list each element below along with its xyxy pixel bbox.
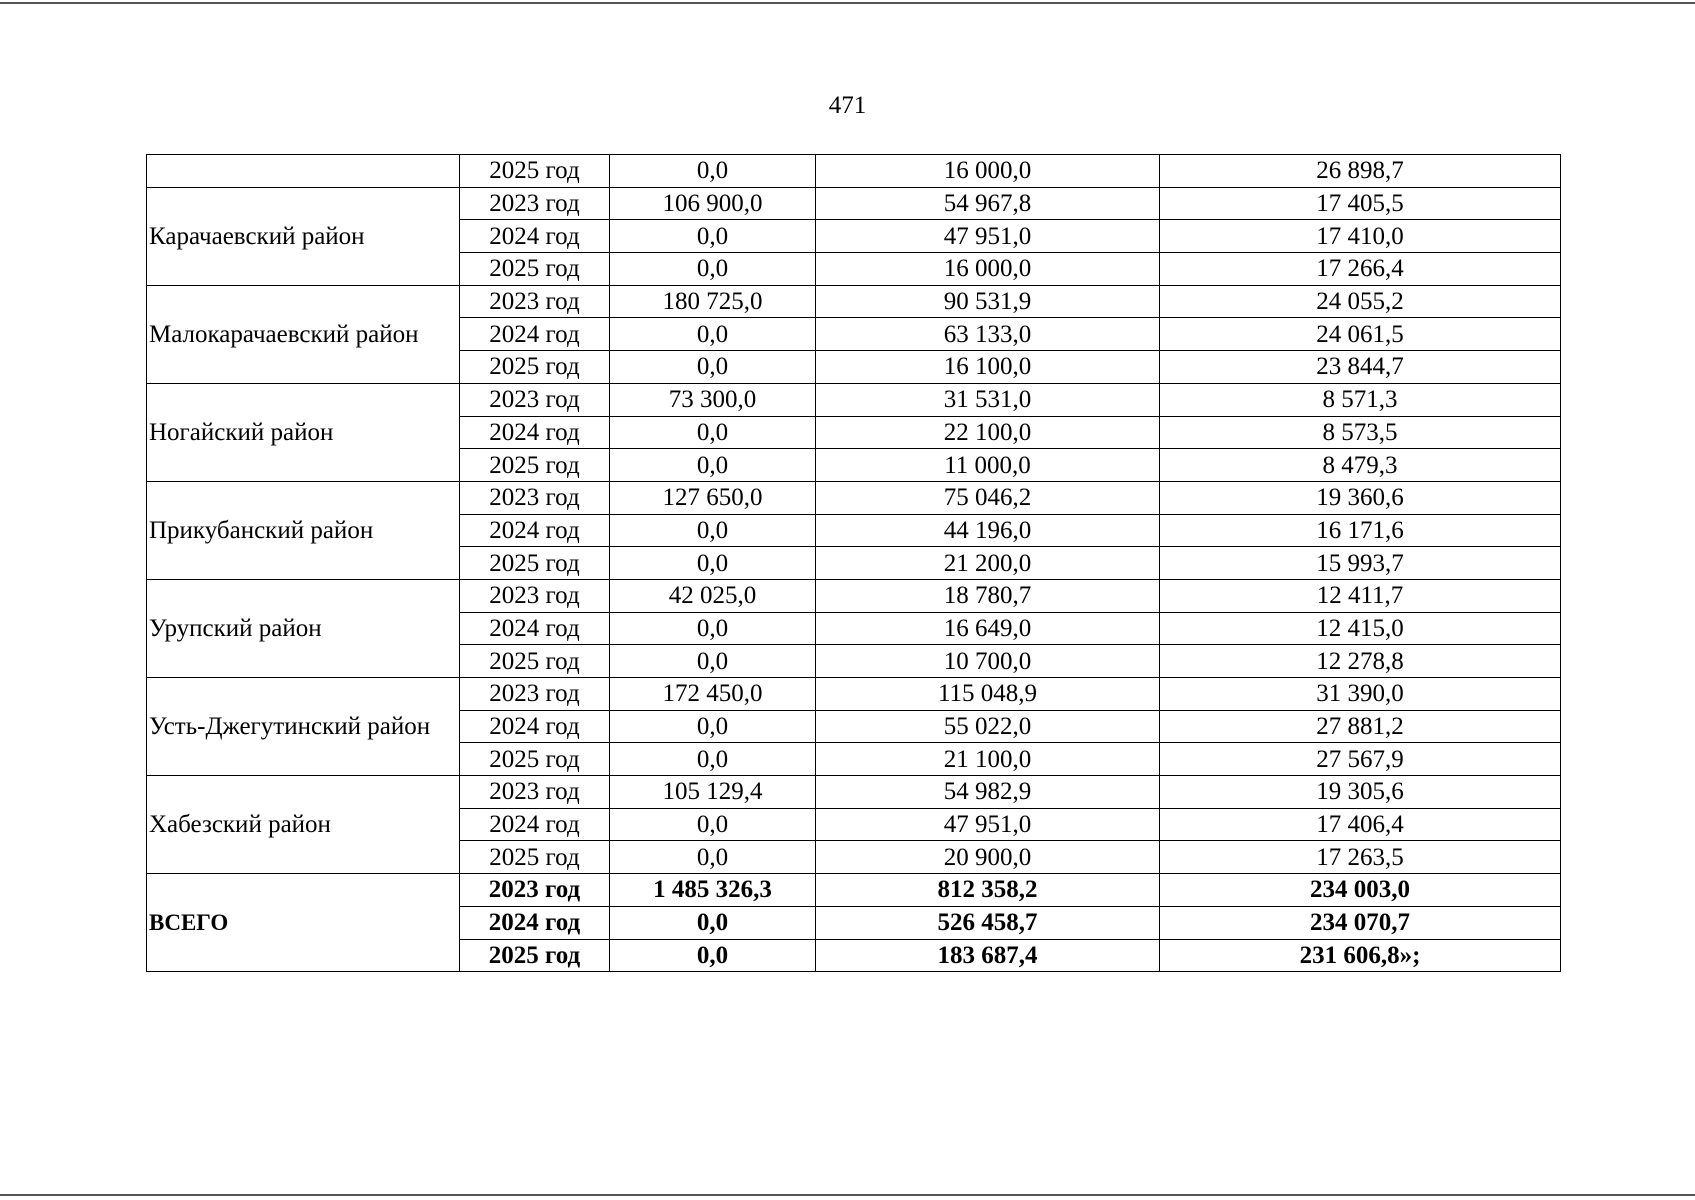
value-cell-col1: 0,0	[610, 710, 816, 743]
total-label: ВСЕГО	[147, 874, 460, 972]
table-row	[147, 874, 1561, 907]
value-cell-col2: 21 100,0	[816, 743, 1160, 776]
value-cell-col1: 0,0	[610, 939, 816, 972]
value-cell-col2: 10 700,0	[816, 645, 1160, 678]
value-cell-col3: 12 278,8	[1160, 645, 1561, 678]
value-cell-col3: 31 390,0	[1160, 678, 1561, 711]
value-cell-col2: 18 780,7	[816, 579, 1160, 612]
value-cell-col2: 812 358,2	[816, 874, 1160, 907]
value-cell-col1: 0,0	[610, 155, 816, 188]
value-cell-col1: 0,0	[610, 743, 816, 776]
value-cell-col3: 234 070,7	[1160, 906, 1561, 939]
table-row	[147, 155, 1561, 188]
value-cell-col3: 27 567,9	[1160, 743, 1561, 776]
value-cell-col3: 17 266,4	[1160, 253, 1561, 286]
region-group	[147, 776, 1561, 874]
year-cell: 2024 год	[460, 710, 610, 743]
value-cell-col3: 17 410,0	[1160, 220, 1561, 253]
value-cell-col3: 27 881,2	[1160, 710, 1561, 743]
region-name: Малокарачаевский район	[147, 285, 460, 383]
year-cell: 2025 год	[460, 155, 610, 188]
table-row	[147, 383, 1561, 416]
value-cell-col2: 63 133,0	[816, 318, 1160, 351]
value-cell-col3: 8 479,3	[1160, 449, 1561, 482]
page-number: 471	[828, 92, 867, 119]
region-name: Карачаевский район	[147, 187, 460, 285]
value-cell-col2: 22 100,0	[816, 416, 1160, 449]
region-name: Ногайский район	[147, 383, 460, 481]
value-cell-col2: 11 000,0	[816, 449, 1160, 482]
table-row	[147, 678, 1561, 711]
value-cell-col1: 0,0	[610, 645, 816, 678]
value-cell-col1: 0,0	[610, 449, 816, 482]
value-cell-col2: 54 982,9	[816, 776, 1160, 809]
value-cell-col3: 19 305,6	[1160, 776, 1561, 809]
region-name: Урупский район	[147, 579, 460, 677]
year-cell: 2023 год	[460, 678, 610, 711]
value-cell-col2: 16 000,0	[816, 155, 1160, 188]
year-cell: 2025 год	[460, 743, 610, 776]
year-cell: 2024 год	[460, 612, 610, 645]
value-cell-col3: 17 263,5	[1160, 841, 1561, 874]
funding-table	[146, 154, 1561, 972]
value-cell-col1: 0,0	[610, 808, 816, 841]
value-cell-col1: 180 725,0	[610, 285, 816, 318]
region-group	[147, 383, 1561, 481]
value-cell-col1: 0,0	[610, 351, 816, 384]
year-cell: 2024 год	[460, 220, 610, 253]
table-row	[147, 579, 1561, 612]
year-cell: 2025 год	[460, 547, 610, 580]
value-cell-col3: 23 844,7	[1160, 351, 1561, 384]
year-cell: 2023 год	[460, 874, 610, 907]
value-cell-col1: 42 025,0	[610, 579, 816, 612]
value-cell-col1: 105 129,4	[610, 776, 816, 809]
year-cell: 2025 год	[460, 351, 610, 384]
year-cell: 2024 год	[460, 808, 610, 841]
bottom-scan-edge	[0, 1194, 1695, 1196]
value-cell-col2: 54 967,8	[816, 187, 1160, 220]
region-name	[147, 155, 460, 188]
value-cell-col2: 16 649,0	[816, 612, 1160, 645]
value-cell-col2: 115 048,9	[816, 678, 1160, 711]
value-cell-col1: 1 485 326,3	[610, 874, 816, 907]
value-cell-col3: 26 898,7	[1160, 155, 1561, 188]
value-cell-col3: 19 360,6	[1160, 481, 1561, 514]
value-cell-col2: 183 687,4	[816, 939, 1160, 972]
year-cell: 2024 год	[460, 514, 610, 547]
region-group	[147, 155, 1561, 188]
value-cell-col3: 8 571,3	[1160, 383, 1561, 416]
value-cell-col1: 0,0	[610, 318, 816, 351]
year-cell: 2023 год	[460, 383, 610, 416]
year-cell: 2023 год	[460, 285, 610, 318]
total-group	[147, 874, 1561, 972]
top-scan-edge	[0, 2, 1695, 4]
region-group	[147, 579, 1561, 677]
table-row	[147, 776, 1561, 809]
region-group	[147, 481, 1561, 579]
value-cell-col3: 15 993,7	[1160, 547, 1561, 580]
value-cell-col1: 0,0	[610, 841, 816, 874]
year-cell: 2023 год	[460, 187, 610, 220]
region-group	[147, 187, 1561, 285]
value-cell-col2: 526 458,7	[816, 906, 1160, 939]
region-group	[147, 285, 1561, 383]
value-cell-col1: 0,0	[610, 416, 816, 449]
value-cell-col2: 21 200,0	[816, 547, 1160, 580]
year-cell: 2025 год	[460, 253, 610, 286]
value-cell-col3: 8 573,5	[1160, 416, 1561, 449]
value-cell-col1: 0,0	[610, 514, 816, 547]
value-cell-col1: 0,0	[610, 253, 816, 286]
value-cell-col1: 0,0	[610, 612, 816, 645]
year-cell: 2023 год	[460, 776, 610, 809]
value-cell-col2: 47 951,0	[816, 220, 1160, 253]
year-cell: 2025 год	[460, 841, 610, 874]
value-cell-col1: 73 300,0	[610, 383, 816, 416]
year-cell: 2025 год	[460, 645, 610, 678]
value-cell-col3: 12 411,7	[1160, 579, 1561, 612]
value-cell-col3: 12 415,0	[1160, 612, 1561, 645]
value-cell-col2: 55 022,0	[816, 710, 1160, 743]
year-cell: 2024 год	[460, 318, 610, 351]
region-group	[147, 678, 1561, 776]
value-cell-col3: 234 003,0	[1160, 874, 1561, 907]
year-cell: 2024 год	[460, 906, 610, 939]
value-cell-col2: 44 196,0	[816, 514, 1160, 547]
value-cell-col2: 16 000,0	[816, 253, 1160, 286]
value-cell-col2: 47 951,0	[816, 808, 1160, 841]
value-cell-col2: 20 900,0	[816, 841, 1160, 874]
value-cell-col2: 90 531,9	[816, 285, 1160, 318]
value-cell-col3: 17 406,4	[1160, 808, 1561, 841]
value-cell-col3: 17 405,5	[1160, 187, 1561, 220]
table-row	[147, 481, 1561, 514]
table-row	[147, 285, 1561, 318]
year-cell: 2024 год	[460, 416, 610, 449]
value-cell-col1: 0,0	[610, 547, 816, 580]
value-cell-col3: 16 171,6	[1160, 514, 1561, 547]
value-cell-col1: 0,0	[610, 220, 816, 253]
value-cell-col3: 24 061,5	[1160, 318, 1561, 351]
value-cell-col1: 127 650,0	[610, 481, 816, 514]
region-name: Прикубанский район	[147, 481, 460, 579]
value-cell-col1: 172 450,0	[610, 678, 816, 711]
table-row	[147, 187, 1561, 220]
value-cell-col2: 16 100,0	[816, 351, 1160, 384]
year-cell: 2023 год	[460, 481, 610, 514]
region-name: Хабезский район	[147, 776, 460, 874]
year-cell: 2023 год	[460, 579, 610, 612]
value-cell-col3: 24 055,2	[1160, 285, 1561, 318]
value-cell-col1: 0,0	[610, 906, 816, 939]
year-cell: 2025 год	[460, 449, 610, 482]
region-name: Усть-Джегутинский район	[147, 678, 460, 776]
value-cell-col2: 31 531,0	[816, 383, 1160, 416]
year-cell: 2025 год	[460, 939, 610, 972]
value-cell-col3: 231 606,8»;	[1160, 939, 1561, 972]
value-cell-col2: 75 046,2	[816, 481, 1160, 514]
value-cell-col1: 106 900,0	[610, 187, 816, 220]
